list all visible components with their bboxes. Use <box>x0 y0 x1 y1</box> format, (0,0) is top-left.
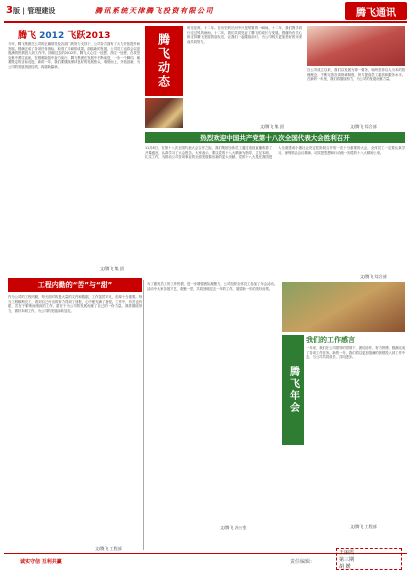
article2-signature: 文/腾飞 综合部 <box>360 274 387 279</box>
article1-title: 腾飞 2012 飞跃2013 <box>18 31 111 41</box>
newsletter-tag: 腾飞通讯 <box>345 2 407 20</box>
article3-body: 作为公司的工程内勤，每天面对的是大量的文件和数据，工作虽然平凡，但却十分重要。每当工程顺利完工，看到自己付出的努力得到了回报，心中便充满了喜悦。工作中，有苦也有甜，苦在于繁琐而细致的工作，甜在于为公司的发展贡献了自己的一份力量。我将继续努力，做好本职工作，为公司的发展添砖加瓦。 <box>8 295 142 313</box>
event-photo-top <box>307 26 405 66</box>
sidebar-c-subtitle: 我们的工作感言 <box>306 336 355 344</box>
page-number: 3版 | 管理建设 <box>6 5 56 16</box>
sidebar-c-body: 一年来，我们在公司领导的带领下，团结协作，努力拼搏，圆满完成了各项工作任务。新的一年，我们将以更加饱满的热情投入到工作中去，与公司共同成长、共同进步。 <box>306 346 405 360</box>
footer-reviewer: 胡 媛 <box>339 564 351 570</box>
sidebar-c-title: 腾飞年会 <box>282 335 304 445</box>
masthead-slogan: 腾讯系统天津腾飞投资有限公司 <box>95 7 214 15</box>
column-divider <box>143 280 144 550</box>
footer-motto: 诚实守信 互利共赢 <box>20 559 62 565</box>
sidebar-a-signature: 文/腾飞 集 团 <box>260 124 284 129</box>
footer-credits <box>336 548 402 570</box>
header-rule <box>4 21 407 23</box>
congress-banner: 热烈欢迎中国共产党第十八次全国代表大会胜利召开 <box>145 132 405 143</box>
sidebar-b-signature: 文/腾飞 综合部 <box>350 124 377 129</box>
sidebar-b-body: 自公司成立以来，我们以发展为第一要务，始终坚持以人为本的管理理念，不断完善各项规章制度，努力提高员工素质和服务水平。在新的一年里，我们将继续努力，为公司的发展贡献力量。 <box>307 68 405 82</box>
sidebar-a-title: 腾飞动态 <box>145 26 183 96</box>
footer-editor-label: 责任编辑： <box>290 559 316 565</box>
sidebar-d-signature: 文/腾飞 办公室 <box>220 525 247 530</box>
article2-body: 11月8日，在第十八次全国代表大会召开之际，我们集团全体员工通过电视直播收看了开幕盛况，认真学习了大会报告。大家表示，要以党的十八大精神为指导，立足本职，扎实工作，为推动公司各项事业的全面发展做出新的更大贡献。党的十八大是在我国进入全面建成小康社会决定性阶段召开的一次十分重要的大会，全体员工一定要认真学习、深刻领会会议精神，切实把思想和行动统一到党的十八大精神上来。 <box>145 146 405 160</box>
sidebar-c-signature: 文/腾飞 工程部 <box>350 524 377 529</box>
sidebar-d-body: 为了激发员工的工作热情，进一步增强团队凝聚力，公司组织全体员工参加了年会活动。活动中大家各展才艺，欢聚一堂，共同回顾过去一年的工作，展望新一年的美好前景。 <box>147 282 277 291</box>
article3-signature: 文/腾飞 工程部 <box>95 546 122 551</box>
article1-signature: 文/腾飞 集 团 <box>100 266 124 271</box>
footer-editor-name: 王丽霞 <box>339 550 355 556</box>
event-photo-bottom <box>282 282 405 332</box>
article3-title: 工程内勤的“苦”与“甜” <box>8 278 142 292</box>
sidebar-a-body: 时光荏苒，十二年。在历史的长河中只是短暂的一瞬间。十二年，我们携手同行走过风风雨雨。十二年，我们共同见证了腾飞的成长与发展。感谢所有关心和支持腾飞发展的朋友们，让我们一起继续前行，为公司明天更加美好的未来而共同努力。 <box>187 26 302 44</box>
article1-body: 今年，腾飞集团在公司的正确领导及各部门的努力支持下，公司各方面有了大力开拓提升和发展。圆满完成了各项任务指标，取得了丰硕的成果。面临新的发展，公司员工也将会以更饱满的热情投入到工作中。回顾过去的2012年，腾飞人心往一处想、劲往一处使，在攻坚克难中勇往直前，在艰难险阻中奋力前行，腾飞集团在发展中不断前进，一步一个脚印，朝着既定的目标迈进。新的一年，我们要继续保持良好的发展势头，乘势而上，开拓创新，为公司的发展再创佳绩，再谱新篇章。 <box>8 42 140 69</box>
sidebar-a-photo <box>145 98 183 128</box>
footer-issue: 第三期 <box>339 557 355 563</box>
